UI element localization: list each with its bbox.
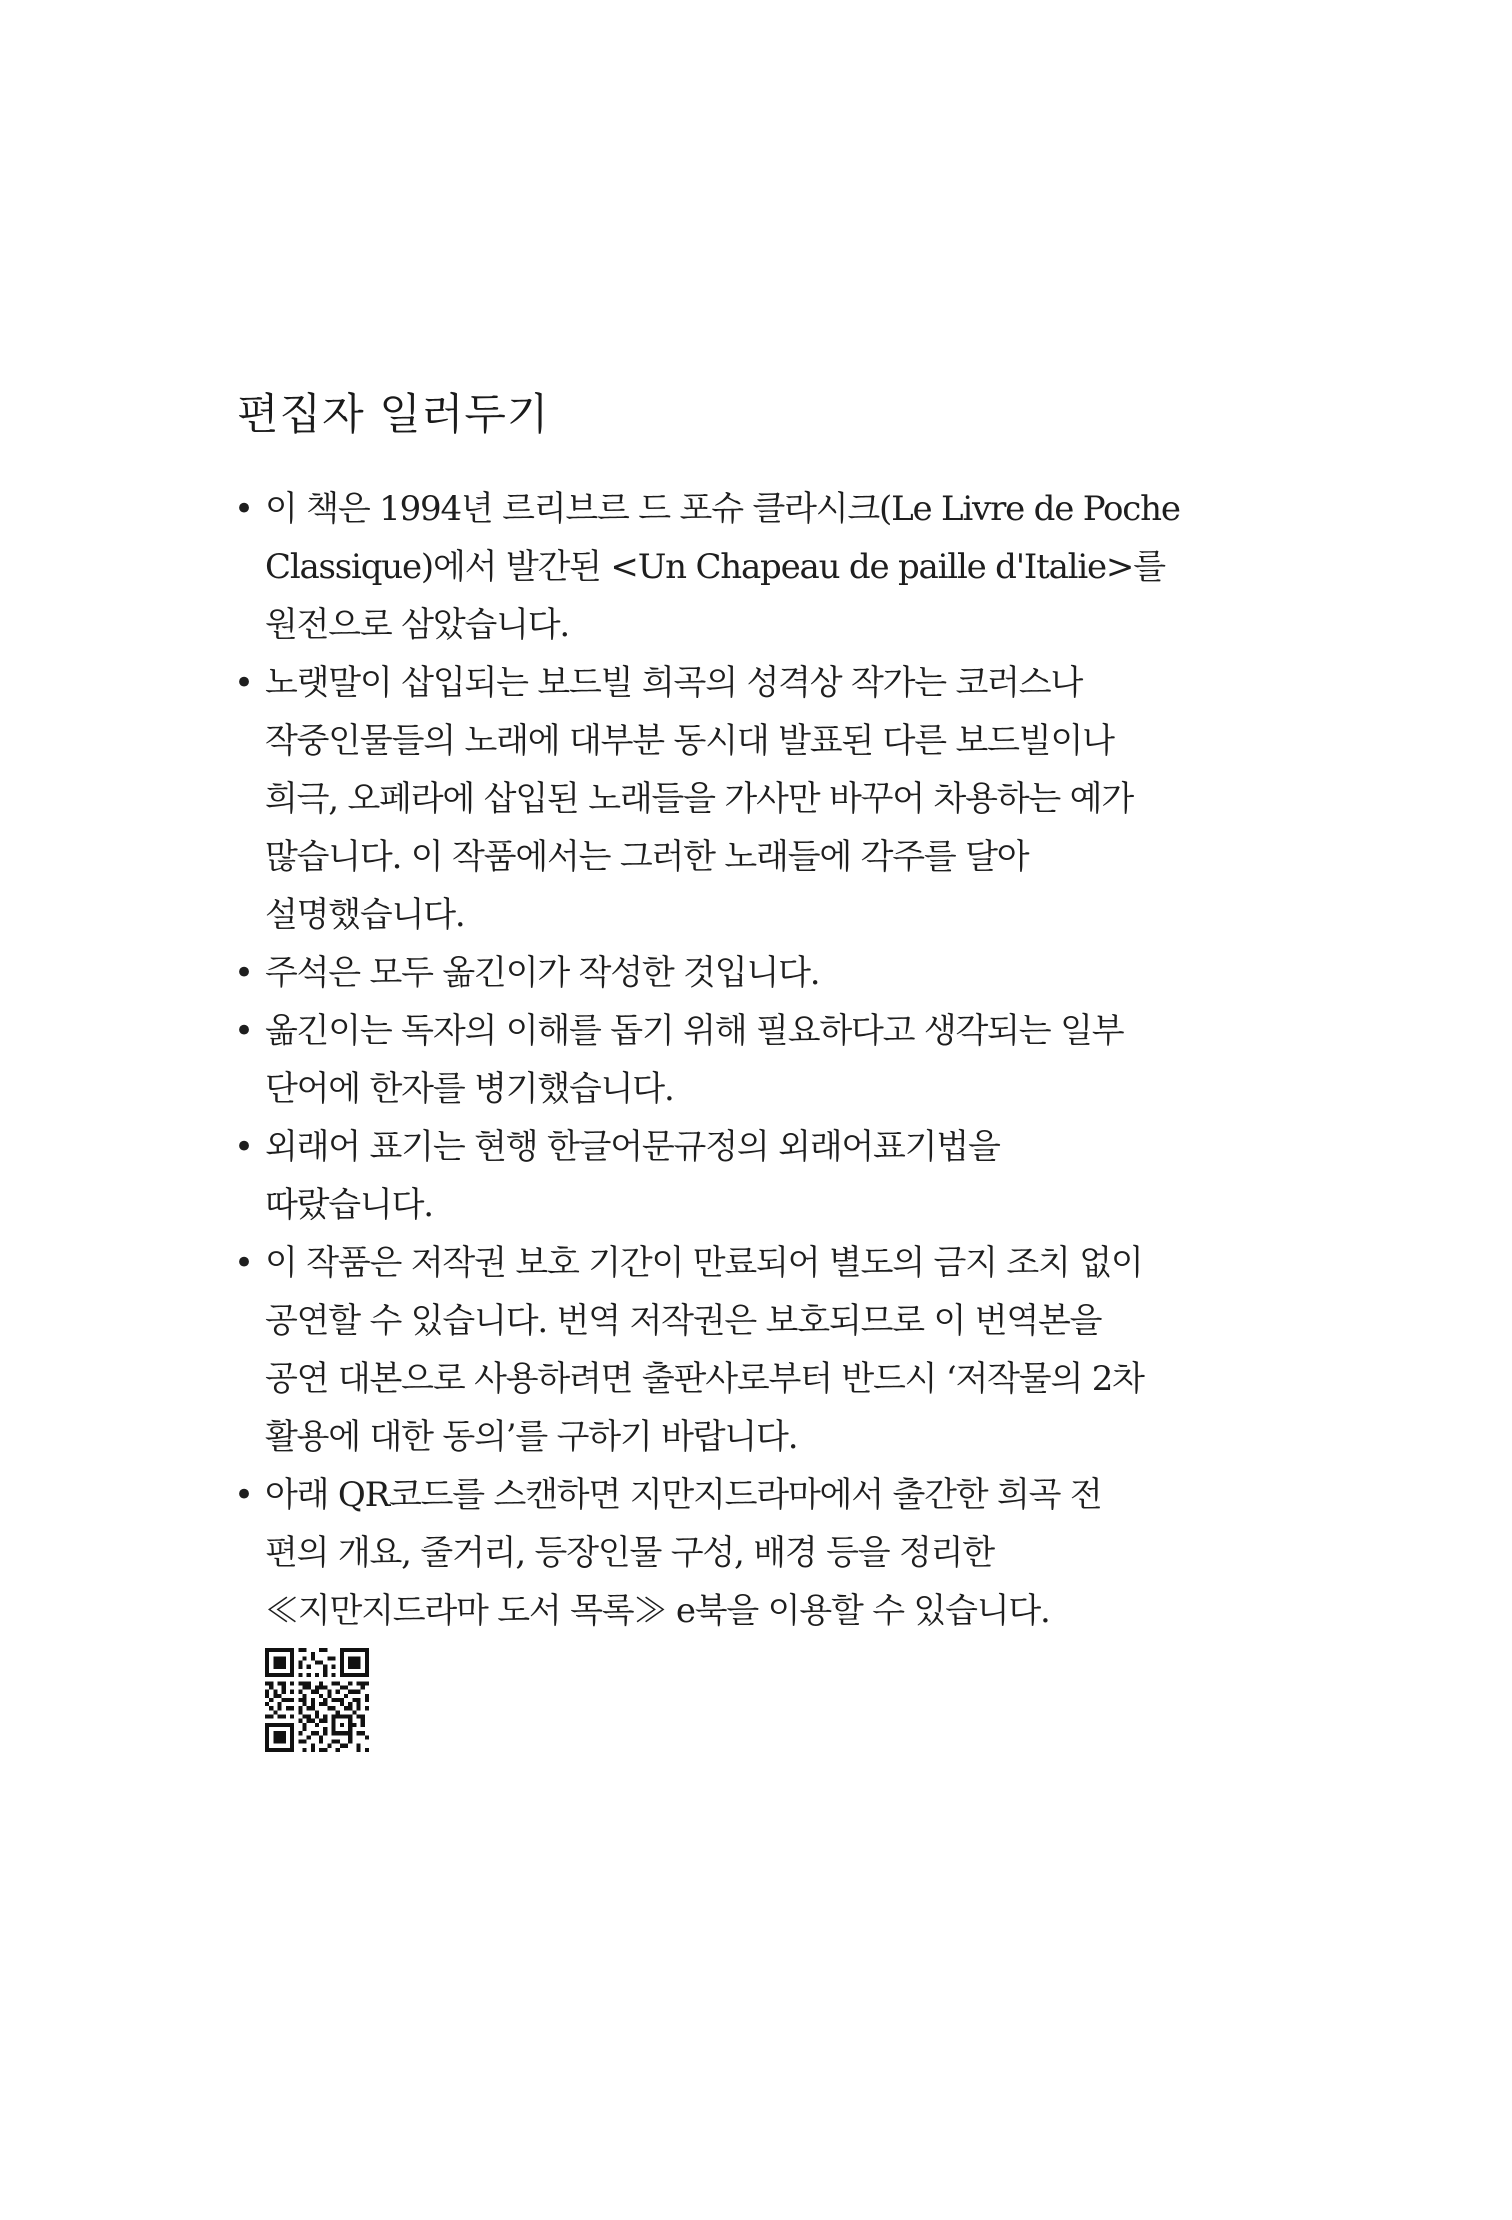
note-line: 옮긴이는 독자의 이해를 돕기 위해 필요하다고 생각되는 일부 bbox=[265, 1011, 1124, 1051]
note-line: ≪지만지드라마 도서 목록≫ e북을 이용할 수 있습니다. bbox=[265, 1591, 1050, 1631]
bullet-icon: • bbox=[234, 1475, 255, 1515]
editor-notes-list bbox=[232, 480, 1232, 1640]
note-line: 공연할 수 있습니다. 번역 저작권은 보호되므로 이 번역본을 bbox=[265, 1301, 1102, 1341]
note-line: 외래어 표기는 현행 한글어문규정의 외래어표기법을 bbox=[265, 1127, 1000, 1167]
note-item bbox=[232, 944, 1232, 1002]
page-heading: 편집자 일러두기 bbox=[237, 390, 550, 440]
note-line: 이 책은 1994년 르리브르 드 포슈 클라시크(Le Livre de Poche bbox=[265, 489, 1180, 529]
note-line: 편의 개요, 줄거리, 등장인물 구성, 배경 등을 정리한 bbox=[265, 1533, 994, 1573]
note-item bbox=[232, 1118, 1232, 1234]
bullet-icon: • bbox=[234, 1243, 255, 1283]
note-item bbox=[232, 480, 1232, 654]
note-line: 작중인물들의 노래에 대부분 동시대 발표된 다른 보드빌이나 bbox=[265, 721, 1114, 761]
bullet-icon: • bbox=[234, 1011, 255, 1051]
note-line: 따랐습니다. bbox=[265, 1185, 433, 1225]
note-line: 노랫말이 삽입되는 보드빌 희곡의 성격상 작가는 코러스나 bbox=[265, 663, 1083, 703]
note-line: 공연 대본으로 사용하려면 출판사로부터 반드시 ‘저작물의 2차 bbox=[265, 1359, 1144, 1399]
note-line: Classique)에서 발간된 <Un Chapeau de paille d'Italie>를 bbox=[265, 547, 1165, 587]
note-line: 희극, 오페라에 삽입된 노래들을 가사만 바꾸어 차용하는 예가 bbox=[265, 779, 1133, 819]
note-line: 활용에 대한 동의’를 구하기 바랍니다. bbox=[265, 1417, 798, 1457]
bullet-icon: • bbox=[234, 1127, 255, 1167]
note-line: 아래 QR코드를 스캔하면 지만지드라마에서 출간한 희곡 전 bbox=[265, 1475, 1102, 1515]
note-line: 이 작품은 저작권 보호 기간이 만료되어 별도의 금지 조치 없이 bbox=[265, 1243, 1143, 1283]
bullet-icon: • bbox=[234, 663, 255, 703]
note-line: 단어에 한자를 병기했습니다. bbox=[265, 1069, 674, 1109]
bullet-icon: • bbox=[234, 953, 255, 993]
note-line: 설명했습니다. bbox=[265, 895, 465, 935]
note-line: 주석은 모두 옮긴이가 작성한 것입니다. bbox=[265, 953, 820, 993]
note-item bbox=[232, 1002, 1232, 1118]
qr-code-icon bbox=[265, 1648, 369, 1752]
note-line: 원전으로 삼았습니다. bbox=[265, 605, 570, 645]
note-item bbox=[232, 654, 1232, 944]
note-item bbox=[232, 1466, 1232, 1640]
note-line: 많습니다. 이 작품에서는 그러한 노래들에 각주를 달아 bbox=[265, 837, 1029, 877]
bullet-icon: • bbox=[234, 489, 255, 529]
note-item bbox=[232, 1234, 1232, 1466]
